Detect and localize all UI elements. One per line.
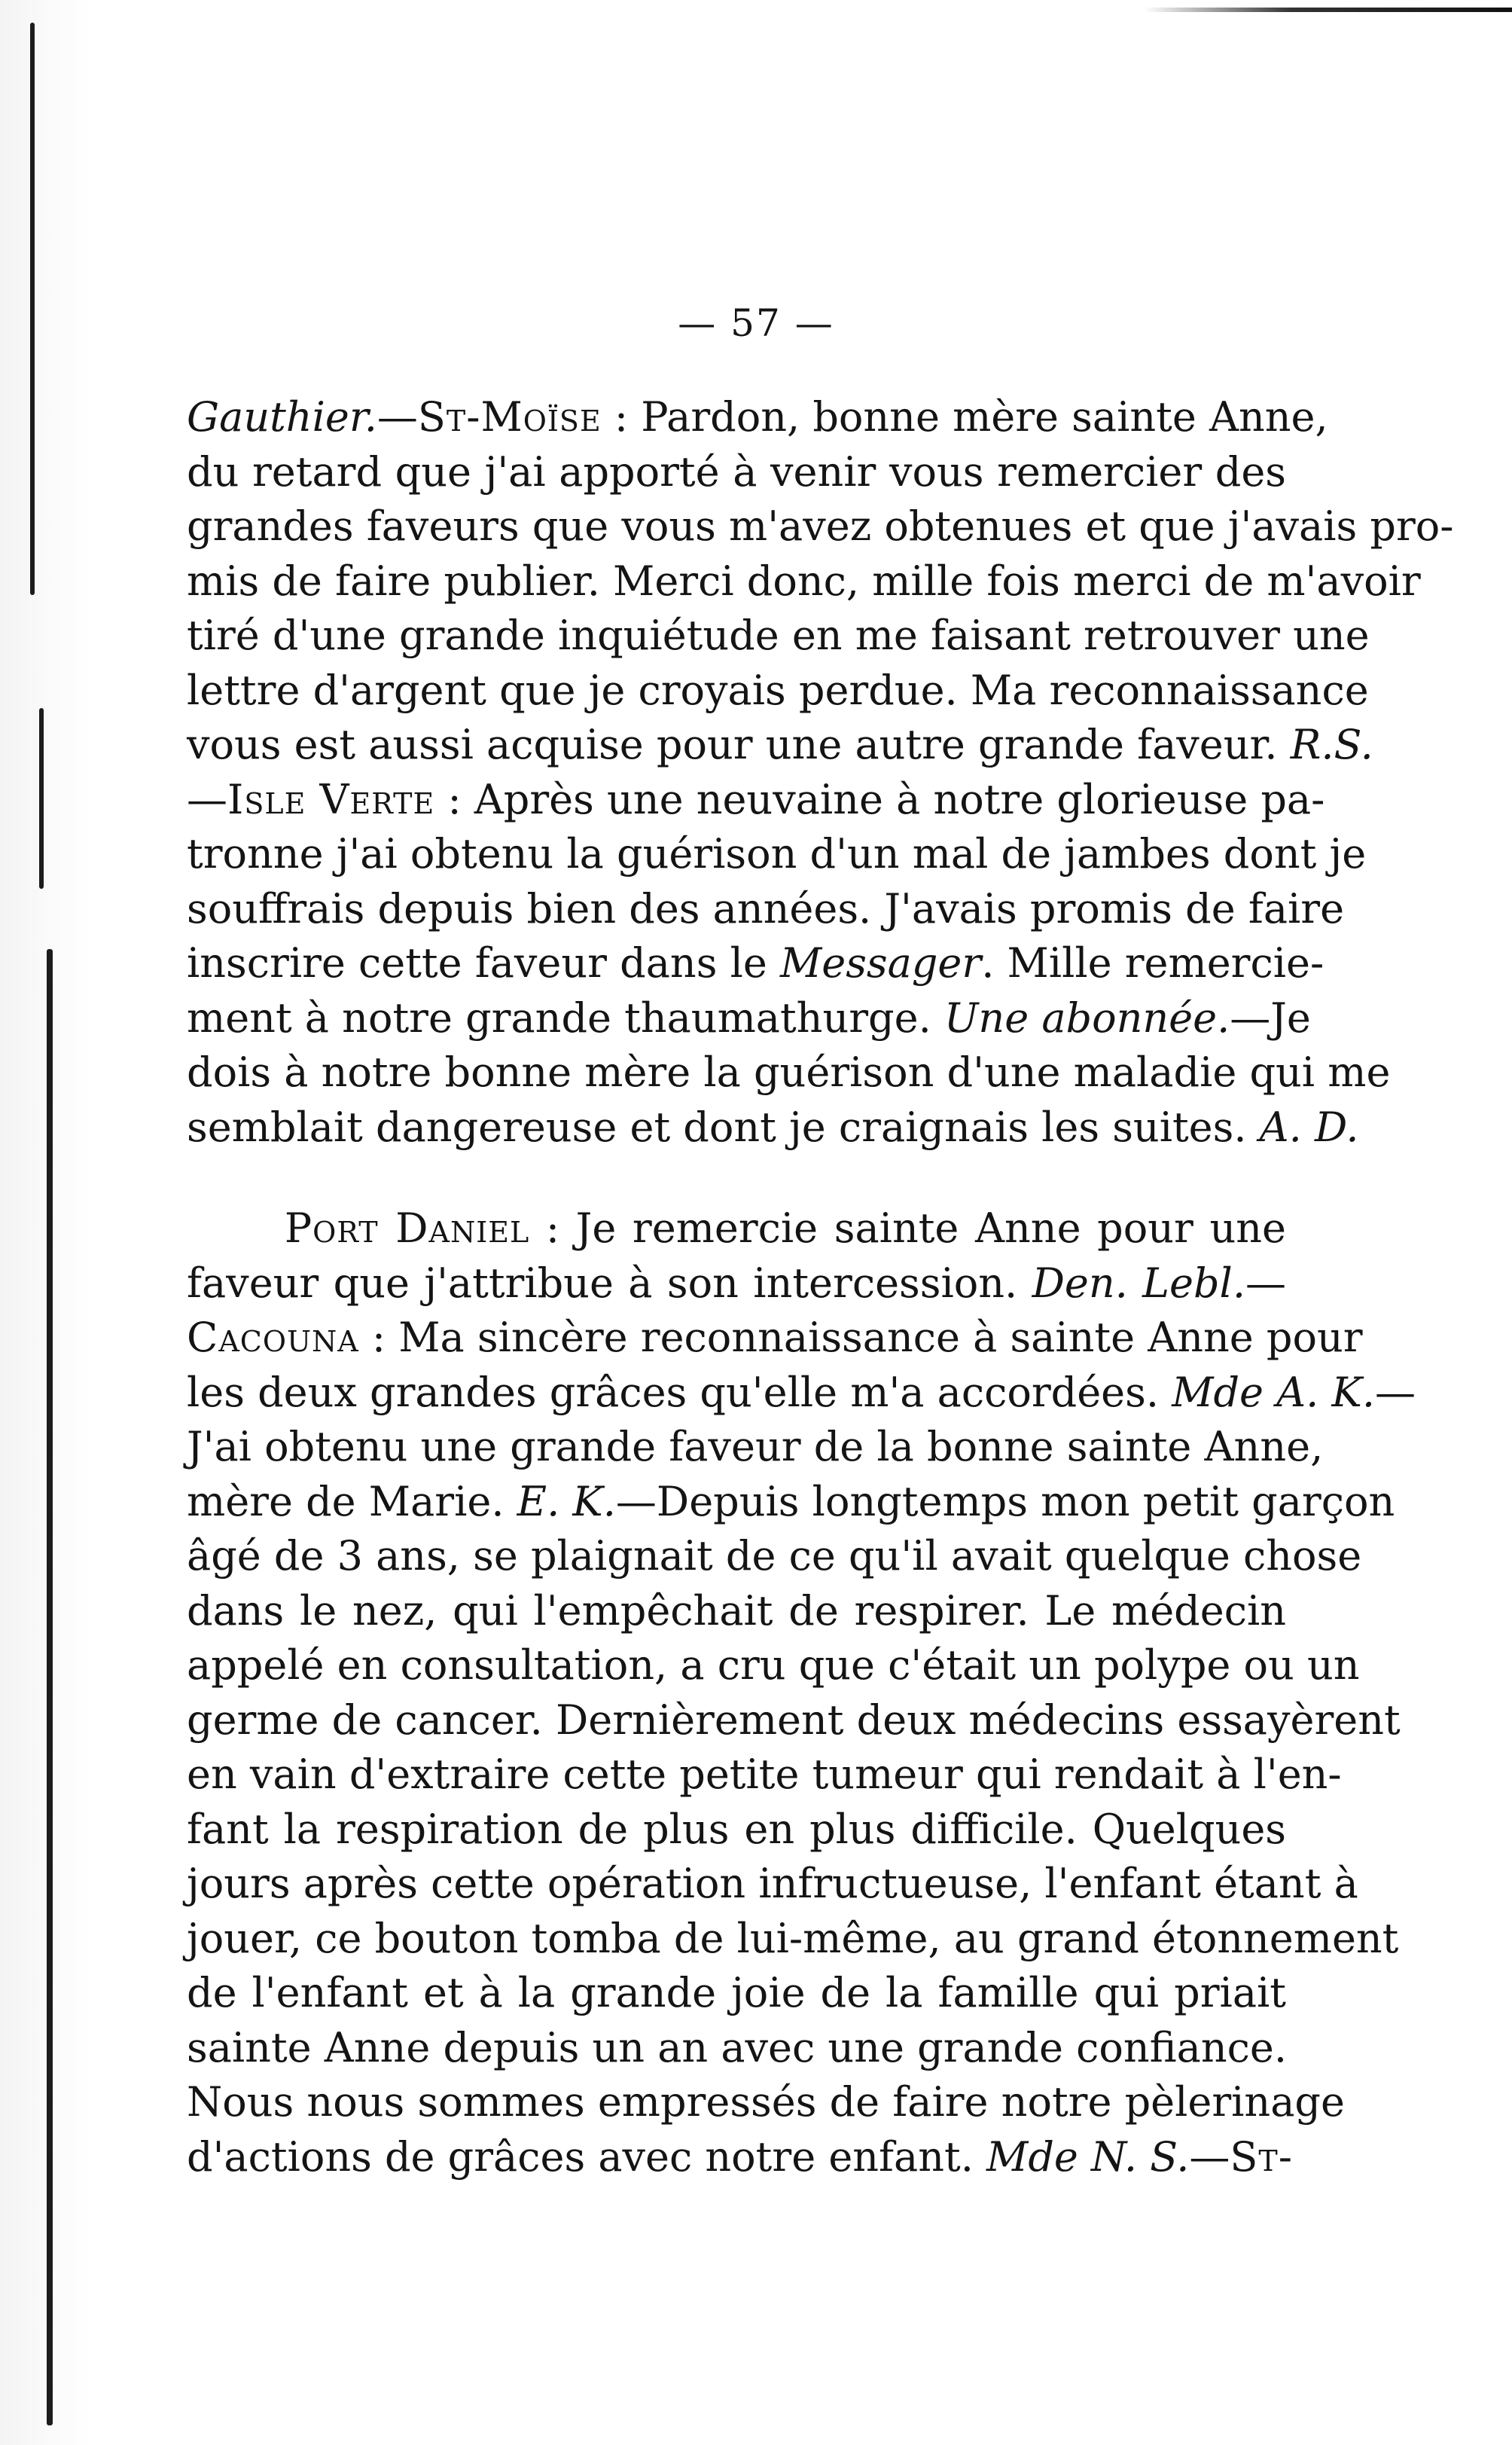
- paragraph: [187, 1201, 1416, 2184]
- text-line: [187, 1857, 1358, 1912]
- text-run: J'ai obtenu une grande faveur de la bonne sainte Anne,: [187, 1423, 1324, 1470]
- text-run: appelé en consultation, a cru que c'était un polype ou un: [187, 1641, 1360, 1689]
- text-run: . Mille remercie-: [981, 939, 1325, 987]
- text-run: : Je remercie sainte Anne pour une: [529, 1204, 1286, 1252]
- page-edge-shadow: [0, 0, 90, 2445]
- italic-text: Gauthier.: [187, 393, 377, 441]
- page-number: — 57 —: [678, 301, 834, 345]
- text-line: [187, 1420, 1324, 1475]
- text-run: jours après cette opération infructueuse, l'enfant étant à: [187, 1860, 1358, 1907]
- text-run: mère de Marie.: [187, 1477, 517, 1525]
- binding-mark: [47, 949, 53, 2425]
- text-run: ment à notre grande thaumathurge.: [187, 994, 944, 1042]
- text-line: [187, 1966, 1286, 2021]
- text-run: semblait dangereuse et dont je craignais les suites.: [187, 1103, 1260, 1151]
- text-run: du retard que j'ai apporté à venir vous remercier des: [187, 447, 1286, 496]
- text-line: [187, 2021, 1286, 2076]
- italic-text: Une abonnée.: [943, 994, 1230, 1042]
- text-run: : Ma sincère reconnaissance à sainte Anne pour: [358, 1314, 1363, 1361]
- text-run: —Depuis longtemps mon petit garçon: [615, 1477, 1395, 1525]
- text-run: germe de cancer. Dernièrement deux médecins essayèrent: [187, 1696, 1401, 1744]
- italic-text: Messager: [779, 939, 982, 987]
- place-name: Cacouna: [187, 1314, 359, 1361]
- text-run: tiré d'une grande inquiétude en me faisant retrouver une: [187, 612, 1370, 659]
- text-line: [187, 1912, 1399, 1967]
- text-line: [187, 2130, 1293, 2185]
- text-line: [187, 1366, 1416, 1421]
- italic-text: Mde A. K.: [1172, 1368, 1376, 1416]
- text-run: sainte Anne depuis un an avec une grande confiance.: [187, 2023, 1288, 2071]
- text-line: [187, 1529, 1362, 1584]
- text-run: : Pardon, bonne mère sainte Anne,: [601, 393, 1328, 441]
- text-line: [187, 609, 1370, 664]
- text-line: [187, 1693, 1401, 1748]
- italic-text: E. K.: [517, 1477, 616, 1525]
- binding-mark: [39, 708, 44, 889]
- place-name: St-: [1230, 2132, 1293, 2181]
- text-run: âgé de 3 ans, se plaignait de ce qu'il avait quelque chose: [187, 1532, 1362, 1580]
- text-line: [187, 991, 1311, 1046]
- text-run: : Après une neuvaine à notre glorieuse pa-: [434, 775, 1325, 823]
- text-line: [187, 445, 1286, 500]
- text-line: [187, 773, 1325, 828]
- text-run: grandes faveurs que vous m'avez obtenues et que j'avais pro-: [187, 502, 1454, 550]
- text-run: faveur que j'attribue à son intercession.: [187, 1259, 1032, 1307]
- body-text: [187, 390, 1454, 2231]
- text-run: lettre d'argent que je croyais perdue. Ma reconnaissance: [187, 666, 1369, 714]
- text-run: fant la respiration de plus en plus difficile. Quelques: [187, 1805, 1286, 1853]
- paragraph: [187, 390, 1454, 1155]
- text-line: [187, 1256, 1286, 1311]
- text-run: tronne j'ai obtenu la guérison d'un mal de jambes dont je: [187, 830, 1367, 878]
- text-run: dans le nez, qui l'empêchait de respirer. Le médecin: [187, 1586, 1286, 1635]
- italic-text: Mde N. S.: [986, 2132, 1190, 2181]
- text-line: [187, 1475, 1395, 1530]
- top-edge-rule: [1145, 8, 1512, 12]
- text-run: —: [187, 775, 227, 823]
- text-run: en vain d'extraire cette petite tumeur qui rendait à l'en-: [187, 1751, 1342, 1798]
- text-run: dois à notre bonne mère la guérison d'une maladie qui me: [187, 1049, 1391, 1096]
- italic-text: A. D.: [1259, 1103, 1359, 1151]
- text-line: [187, 718, 1373, 773]
- text-line: [187, 1201, 1286, 1256]
- text-line: [187, 1100, 1359, 1155]
- text-run: —: [1245, 1259, 1286, 1307]
- text-line: [187, 664, 1369, 719]
- text-run: —: [1375, 1368, 1416, 1416]
- place-name: Isle Verte: [227, 775, 435, 823]
- text-run: inscrire cette faveur dans le: [187, 939, 780, 987]
- text-run: —: [376, 393, 418, 441]
- text-line: [187, 2075, 1345, 2130]
- place-name: St-Moïse: [417, 393, 602, 441]
- text-run: Nous nous sommes empressés de faire notre pèlerinage: [187, 2078, 1345, 2126]
- italic-text: R.S.: [1290, 721, 1373, 768]
- place-name: Port Daniel: [284, 1204, 530, 1252]
- text-run: les deux grandes grâces qu'elle m'a accordées.: [187, 1368, 1172, 1416]
- text-run: vous est aussi acquise pour une autre grande faveur.: [187, 721, 1291, 768]
- text-run: d'actions de grâces avec notre enfant.: [187, 2132, 987, 2181]
- text-line: [187, 390, 1328, 445]
- text-line: [187, 882, 1345, 937]
- text-line: [187, 1584, 1286, 1639]
- text-line: [187, 554, 1421, 609]
- text-run: mis de faire publier. Merci donc, mille fois merci de m'avoir: [187, 557, 1421, 605]
- text-line: [187, 1045, 1391, 1100]
- italic-text: Den. Lebl.: [1032, 1259, 1245, 1307]
- text-run: jouer, ce bouton tomba de lui-même, au grand étonnement: [187, 1914, 1399, 1962]
- text-line: [187, 1638, 1360, 1693]
- text-line: [187, 1311, 1363, 1366]
- text-line: [187, 499, 1454, 554]
- text-line: [187, 827, 1367, 882]
- text-run: de l'enfant et à la grande joie de la famille qui priait: [187, 1969, 1286, 2016]
- text-line: [187, 1802, 1286, 1857]
- text-run: —: [1189, 2132, 1230, 2181]
- text-run: —Je: [1230, 994, 1311, 1042]
- text-line: [187, 1748, 1342, 1802]
- text-line: [187, 936, 1325, 991]
- text-run: [187, 1204, 285, 1252]
- text-run: souffrais depuis bien des années. J'avais promis de faire: [187, 884, 1345, 933]
